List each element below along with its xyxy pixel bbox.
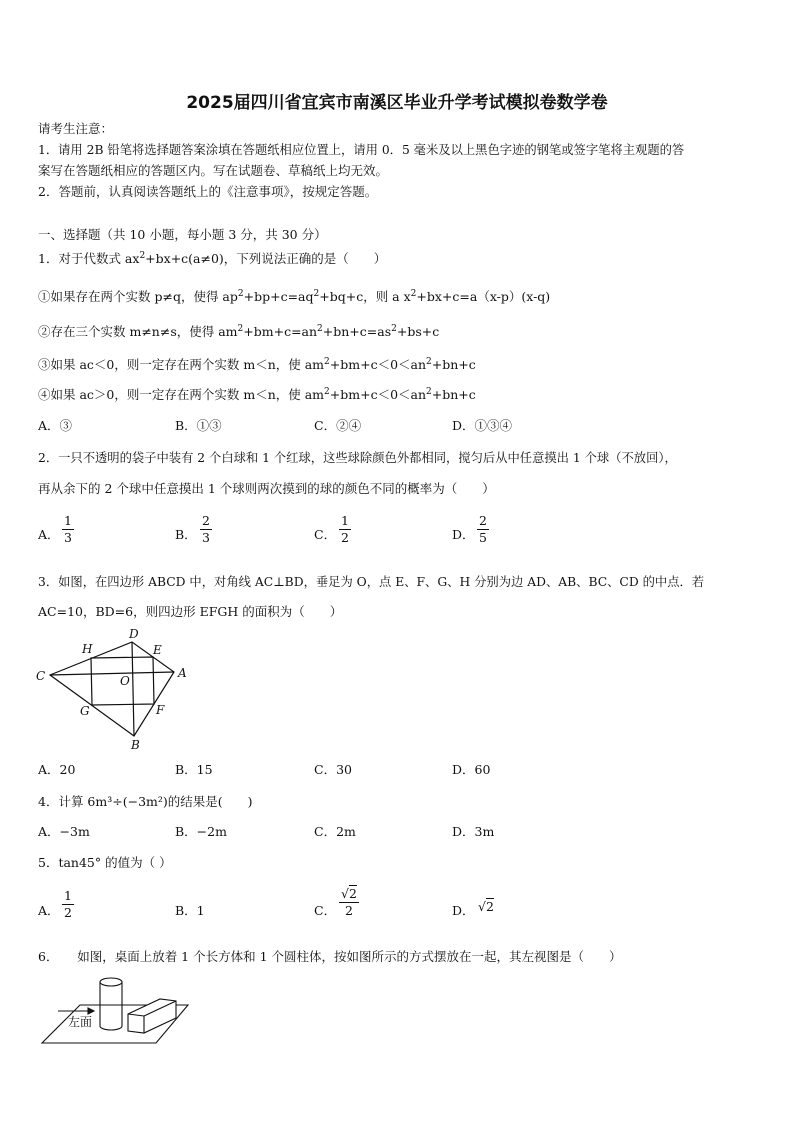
q3-choice-c[interactable]: C．30 <box>314 762 352 777</box>
q2-choice-b-label[interactable]: B． <box>175 527 197 542</box>
diagonal-ac <box>50 672 174 675</box>
notice-heading: 请考生注意： <box>38 121 114 136</box>
point-label-c: C <box>36 669 46 683</box>
q1-choice-a[interactable]: A．③ <box>38 418 73 433</box>
q1-choice-c[interactable]: C．②④ <box>314 418 362 433</box>
notice-line-2: 2．答题前，认真阅读答题纸上的《注意事项》，按规定答题。 <box>38 184 378 199</box>
notice-line-1b: 案写在答题纸相应的答题区内。写在试题卷、草稿纸上均无效。 <box>38 163 389 178</box>
q4-choice-b[interactable]: B．−2m <box>175 824 227 839</box>
point-label-f: F <box>156 703 165 717</box>
q4-choice-c[interactable]: C．2m <box>314 824 356 839</box>
point-label-h: H <box>82 642 93 656</box>
cylinder-bottom <box>100 1026 122 1030</box>
q2-choice-b-fraction: $\frac{2}{3}$ <box>202 513 210 545</box>
q2-choice-d-label[interactable]: D． <box>452 527 475 542</box>
q2-choice-a-label[interactable]: A． <box>38 527 60 542</box>
sqrt-sign: √ <box>341 886 349 901</box>
q5-stem: 5．tan45° 的值为（ ） <box>38 855 172 870</box>
q5-choice-d-label[interactable]: D． <box>452 903 475 918</box>
q3-quadrilateral-figure <box>30 625 200 755</box>
diagonal-bd <box>132 642 134 736</box>
notice-line-1a: 1．请用 2B 铅笔将选择题答案涂填在答题纸相应位置上，请用 0．5 毫米及以上黑色字迹的钢笔或签字笔将主观题的答 <box>38 143 685 157</box>
point-label-g: G <box>80 704 90 718</box>
q5-choice-c-fraction: $\frac{√2}{2}$ <box>341 886 357 918</box>
q4-choice-d[interactable]: D．3m <box>452 824 495 839</box>
q5-choice-a-label[interactable]: A． <box>38 903 60 918</box>
q2-choice-d-fraction: $\frac{2}{5}$ <box>479 513 487 545</box>
q1-stem: 1．对于代数式 $ax^2+bx+c(a\ne 0)$，下列说法正确的是（ ） <box>38 250 387 266</box>
left-view-label: 左面 <box>68 1015 93 1029</box>
q1-statement-4: ④如果 ac＞0，则一定存在两个实数 m＜n，使 $am^2+bm+c<0<an^2+bn+c$ <box>38 386 476 402</box>
cylinder-top <box>100 978 122 986</box>
q1-statement-2: ②存在三个实数 m≠n≠s，使得 $am^2+bm+c=an^2+bn+c=as^2+bs+c$ <box>38 323 440 339</box>
q3-stem-2: AC=10，BD=6，则四边形 EFGH 的面积为（ ） <box>38 604 343 619</box>
q3-stem-1: 3．如图，在四边形 ABCD 中，对角线 AC⊥BD，垂足为 O，点 E、F、G、H 分别为边 AD、AB、BC、CD 的中点．若 <box>38 575 705 589</box>
q5-choice-c-label[interactable]: C． <box>314 903 337 918</box>
q1-statement-3: ③如果 ac＜0，则一定存在两个实数 m＜n，使 $am^2+bm+c<0<an^2+bn+c$ <box>38 356 476 372</box>
q2-choice-a-fraction: $\frac{1}{3}$ <box>64 513 72 545</box>
q4-stem: 4．计算 6m³÷(−3m²)的结果是( ) <box>38 794 253 809</box>
page-title: 2025届四川省宜宾市南溪区毕业升学考试模拟卷数学卷 <box>186 93 608 113</box>
q1-statement-1: ①如果存在两个实数 p≠q，使得 $ap^2+bp+c=aq^2+bq+c$，则 a $x^2+bx+c=a(x-p)(x-q)$ <box>38 288 551 304</box>
q1-choice-d[interactable]: D．①③④ <box>452 418 513 433</box>
view-arrow-head <box>88 1008 94 1014</box>
point-label-e: E <box>153 643 162 657</box>
q1-choice-b[interactable]: B．①③ <box>175 418 222 433</box>
q2-stem-2: 再从余下的 2 个球中任意摸出 1 个球则两次摸到的球的颜色不同的概率为（ ） <box>38 481 495 496</box>
q5-choice-d-sqrt: √2 <box>478 899 494 914</box>
q2-choice-c-label[interactable]: C． <box>314 527 337 542</box>
q3-choice-b[interactable]: B．15 <box>175 762 213 777</box>
section-heading: 一、选择题（共 10 小题，每小题 3 分，共 30 分） <box>38 227 327 242</box>
q5-choice-a-fraction: $\frac{1}{2}$ <box>64 888 72 920</box>
point-label-b: B <box>131 738 140 752</box>
q5-choice-b[interactable]: B．1 <box>175 903 205 918</box>
q6-stem: 6． 如图，桌面上放着 1 个长方体和 1 个圆柱体，按如图所示的方式摆放在一起，其左视图是（ ） <box>38 949 622 964</box>
point-label-d: D <box>129 627 139 641</box>
q6-solids-figure <box>36 968 196 1050</box>
q4-choice-a[interactable]: A．−3m <box>38 824 90 839</box>
q3-choice-d[interactable]: D．60 <box>452 762 491 777</box>
q2-stem-1: 2．一只不透明的袋子中装有 2 个白球和 1 个红球，这些球除颜色外都相同，搅匀后从中任意摸出 1 个球（不放回）， <box>38 451 677 465</box>
point-label-a: A <box>178 666 187 680</box>
q2-choice-c-fraction: $\frac{1}{2}$ <box>341 513 349 545</box>
point-label-o: O <box>120 674 130 688</box>
q3-choice-a[interactable]: A．20 <box>38 762 76 777</box>
